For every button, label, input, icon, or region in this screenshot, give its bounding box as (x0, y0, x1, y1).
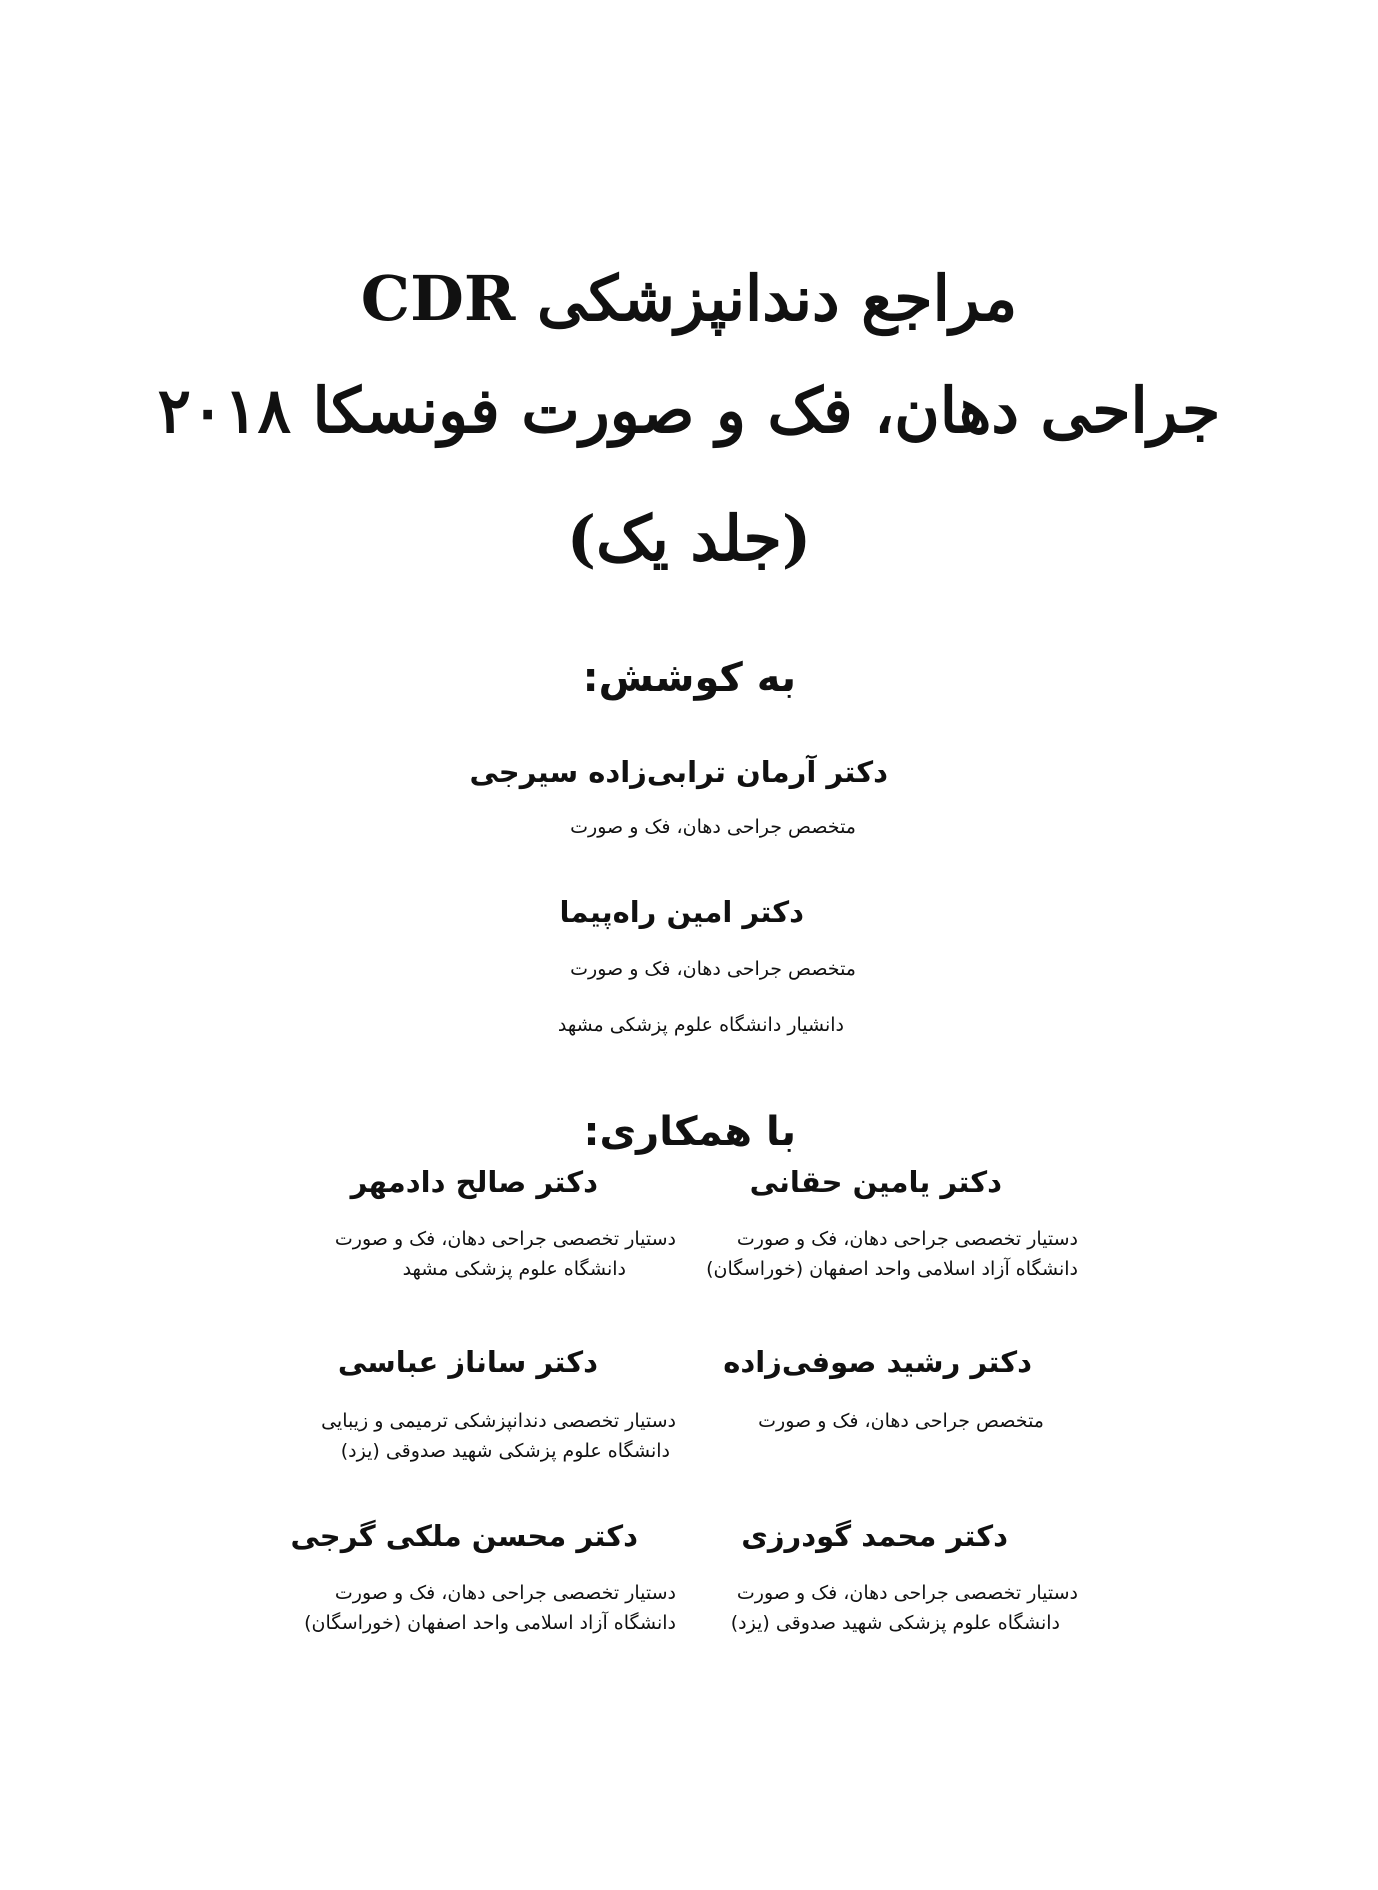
author-name: دکتر امین راه‌پیما (559, 895, 804, 929)
collaborator-title: دستیار تخصصی جراحی دهان، فک و صورت (736, 1582, 1078, 1604)
collaborator-name: دکتر محمد گودرزی (741, 1519, 1008, 1553)
collaborator-name: دکتر ساناز عباسی (337, 1345, 598, 1379)
collaborator-title: دستیار تخصصی دندانپزشکی ترمیمی و زیبایی (321, 1410, 676, 1432)
collaborator-affiliation: دانشگاه علوم پزشکی شهید صدوقی (یزد) (340, 1440, 670, 1462)
collaborator-name: دکتر محسن ملکی گرجی (290, 1519, 638, 1553)
collaborator-name: دکتر یامین حقانی (749, 1165, 1002, 1199)
author-name: دکتر آرمان ترابی‌زاده سیرجی (469, 755, 888, 789)
collaborator-title: دستیار تخصصی جراحی دهان، فک و صورت (736, 1228, 1078, 1250)
book-volume-label: (جلد یک) (566, 502, 812, 575)
collaborator-title: دستیار تخصصی جراحی دهان، فک و صورت (334, 1228, 676, 1250)
collaborator-affiliation: دانشگاه علوم پزشکی شهید صدوقی (یزد) (730, 1612, 1060, 1634)
author-title: متخصص جراحی دهان، فک و صورت (570, 958, 856, 980)
collaborator-title: دستیار تخصصی جراحی دهان، فک و صورت (334, 1582, 676, 1604)
book-title-line-2: جراحی دهان، فک و صورت فونسکا ۲۰۱۸ (157, 374, 1221, 447)
author-title: متخصص جراحی دهان، فک و صورت (570, 816, 856, 838)
collaborator-affiliation: دانشگاه علوم پزشکی مشهد (402, 1258, 626, 1280)
collaborator-affiliation: دانشگاه آزاد اسلامی واحد اصفهان (خوراسگان) (304, 1612, 676, 1634)
collaborators-heading: با همکاری: (583, 1109, 796, 1155)
book-title-line-1: مراجع دندانپزشکی CDR (360, 262, 1018, 335)
collaborator-name: دکتر صالح دادمهر (350, 1165, 598, 1199)
authors-heading: به کوشش: (582, 655, 796, 701)
collaborator-title: متخصص جراحی دهان، فک و صورت (758, 1410, 1044, 1432)
author-affiliation: دانشیار دانشگاه علوم پزشکی مشهد (557, 1014, 844, 1036)
collaborator-affiliation: دانشگاه آزاد اسلامی واحد اصفهان (خوراسگان) (706, 1258, 1078, 1280)
collaborator-name: دکتر رشید صوفی‌زاده (723, 1345, 1032, 1379)
